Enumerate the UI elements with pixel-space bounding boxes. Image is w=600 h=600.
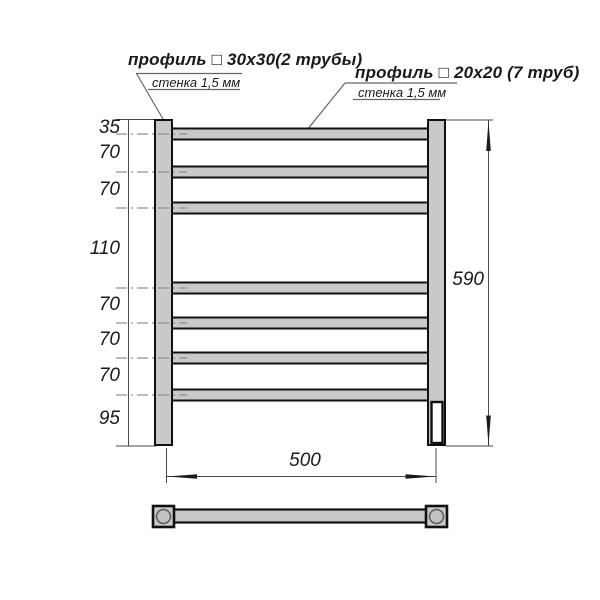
tube-1 [170, 129, 430, 140]
profile-label-right: профиль □ 20x20 (7 труб) [355, 63, 580, 82]
arrow-right-icon [406, 474, 436, 479]
tube-5 [170, 318, 430, 329]
top-view-bar [163, 510, 437, 523]
heater-element [432, 402, 443, 443]
top-view-left-pipe-circle [157, 510, 171, 524]
dim-value-70-5: 70 [98, 365, 120, 386]
profile-label-left: профиль □ 30x30(2 трубы) [128, 50, 363, 69]
dim-value-70-1: 70 [98, 142, 120, 163]
arrow-down-icon [486, 416, 491, 446]
dim-value-35: 35 [98, 117, 120, 138]
tube-3 [170, 203, 430, 214]
dim-value-70-3: 70 [98, 294, 120, 315]
tube-7 [170, 390, 430, 401]
dim-value-70-2: 70 [98, 179, 120, 200]
tube-2 [170, 167, 430, 178]
dim-value-110: 110 [89, 238, 120, 259]
tubes [170, 129, 430, 401]
dim-value-590: 590 [452, 269, 484, 290]
arrow-left-icon [167, 474, 197, 479]
arrow-up-icon [486, 121, 491, 151]
dim-value-70-4: 70 [98, 329, 120, 350]
dim-value-95: 95 [98, 408, 120, 429]
dimension-left-chain [116, 120, 156, 447]
top-view-right-pipe-circle [430, 510, 444, 524]
wall-label-left: стенка 1,5 мм [152, 75, 241, 90]
dim-value-500: 500 [289, 450, 321, 471]
leader-line-right [307, 83, 345, 130]
wall-label-right: стенка 1,5 мм [358, 85, 447, 100]
tube-4 [170, 283, 430, 294]
top-view [153, 506, 447, 527]
tube-6 [170, 353, 430, 364]
left-post [155, 120, 172, 445]
